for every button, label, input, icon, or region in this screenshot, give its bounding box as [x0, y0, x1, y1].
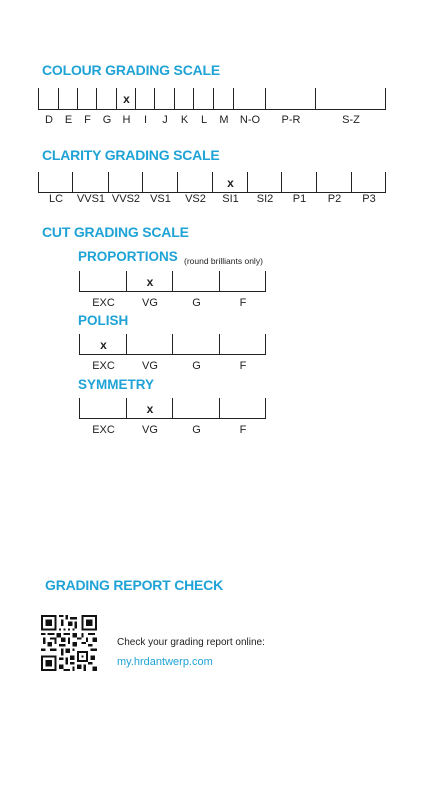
colour-grade-cell: [39, 88, 59, 109]
qr-code-icon[interactable]: [41, 615, 97, 671]
polish-grade-selected-mark: x: [100, 338, 107, 352]
colour-grade-label: E: [64, 114, 73, 126]
symmetry-grade-cell: [173, 398, 220, 418]
clarity-grade-label: P3: [362, 193, 376, 205]
colour-grade-label: P-R: [281, 114, 301, 126]
clarity-grade-label: SI1: [222, 193, 239, 205]
colour-grade-cell: [175, 88, 194, 109]
proportions-grade-label: F: [239, 297, 247, 309]
proportions-grade-label: G: [192, 297, 201, 309]
symmetry-scale: [79, 398, 266, 436]
colour-grade-label: F: [84, 114, 91, 126]
proportions-grade-label: VG: [142, 297, 158, 309]
clarity-scale-title: CLARITY GRADING SCALE: [42, 147, 220, 163]
colour-grade-label: K: [180, 114, 189, 126]
proportions-grade-cell: [80, 271, 127, 291]
symmetry-grade-cell: [80, 398, 127, 418]
clarity-grade-label: VS2: [185, 193, 206, 205]
clarity-grade-label: VVS2: [111, 193, 141, 205]
polish-grade-label: VG: [142, 360, 158, 372]
polish-grade-label: EXC: [92, 360, 115, 372]
clarity-grade-cell: [73, 172, 109, 192]
polish-grade-label: F: [239, 360, 247, 372]
colour-grade-cell: [194, 88, 214, 109]
polish-grade-cell: [220, 334, 266, 354]
clarity-grade-cell: [248, 172, 282, 192]
clarity-grade-cell: [143, 172, 178, 192]
colour-grade-cell: [234, 88, 266, 109]
symmetry-grade-selected-mark: x: [146, 402, 154, 416]
symmetry-grade-label: F: [239, 424, 247, 436]
clarity-grade-selected-mark: x: [227, 176, 234, 190]
clarity-grade-cell: [39, 172, 73, 192]
clarity-grade-cell: [178, 172, 213, 192]
colour-grade-cell: [214, 88, 234, 109]
clarity-grade-cell: [317, 172, 352, 192]
colour-grade-label: S-Z: [342, 114, 360, 126]
polish-grade-cell: [173, 334, 220, 354]
symmetry-grade-cell: [220, 398, 266, 418]
clarity-grade-label: SI2: [256, 193, 274, 205]
colour-grade-label: G: [102, 114, 112, 126]
proportions-note: (round brilliants only): [184, 256, 263, 266]
polish-grade-label: G: [192, 360, 201, 372]
colour-grade-selected-mark: x: [123, 92, 130, 106]
colour-grade-cell: [136, 88, 155, 109]
colour-grade-label: I: [143, 114, 148, 126]
clarity-grade-label: LC: [48, 193, 64, 205]
colour-grade-label: D: [45, 114, 53, 126]
polish-title: POLISH: [78, 313, 129, 328]
symmetry-grade-label: G: [192, 424, 201, 436]
colour-scale-title: COLOUR GRADING SCALE: [42, 62, 221, 78]
colour-grade-label: H: [122, 114, 131, 126]
proportions-grade-selected-mark: x: [146, 275, 154, 289]
colour-grade-cell: [266, 88, 316, 109]
polish-scale: [79, 334, 266, 372]
colour-grade-label: J: [162, 114, 168, 126]
colour-scale: [38, 88, 386, 126]
proportions-title: PROPORTIONS: [78, 249, 178, 264]
clarity-grade-label: P2: [327, 193, 342, 205]
proportions-grade-cell: [220, 271, 266, 291]
report-check-title: GRADING REPORT CHECK: [45, 577, 224, 593]
colour-grade-cell: [316, 88, 386, 109]
symmetry-grade-label: VG: [142, 424, 158, 436]
proportions-scale: [79, 271, 266, 309]
proportions-grade-label: EXC: [92, 297, 115, 309]
clarity-grade-label: VS1: [150, 193, 171, 205]
polish-grade-cell: [127, 334, 173, 354]
colour-grade-label: N-O: [239, 114, 261, 126]
clarity-grade-cell: [109, 172, 143, 192]
symmetry-title: SYMMETRY: [78, 377, 155, 392]
colour-grade-cell: [59, 88, 78, 109]
clarity-grade-cell: [352, 172, 386, 192]
colour-grade-label: M: [219, 114, 229, 126]
colour-grade-cell: [97, 88, 117, 109]
cut-scale-title: CUT GRADING SCALE: [42, 224, 189, 240]
clarity-scale: [38, 172, 386, 205]
report-check-link[interactable]: my.hrdantwerp.com: [117, 656, 213, 668]
report-check-text: Check your grading report online:: [117, 637, 265, 648]
colour-grade-cell: [78, 88, 97, 109]
proportions-grade-cell: [173, 271, 220, 291]
clarity-grade-label: P1: [292, 193, 307, 205]
symmetry-grade-label: EXC: [92, 424, 115, 436]
clarity-grade-label: VVS1: [76, 193, 106, 205]
colour-grade-label: L: [200, 114, 208, 126]
clarity-grade-cell: [282, 172, 317, 192]
colour-grade-cell: [155, 88, 175, 109]
